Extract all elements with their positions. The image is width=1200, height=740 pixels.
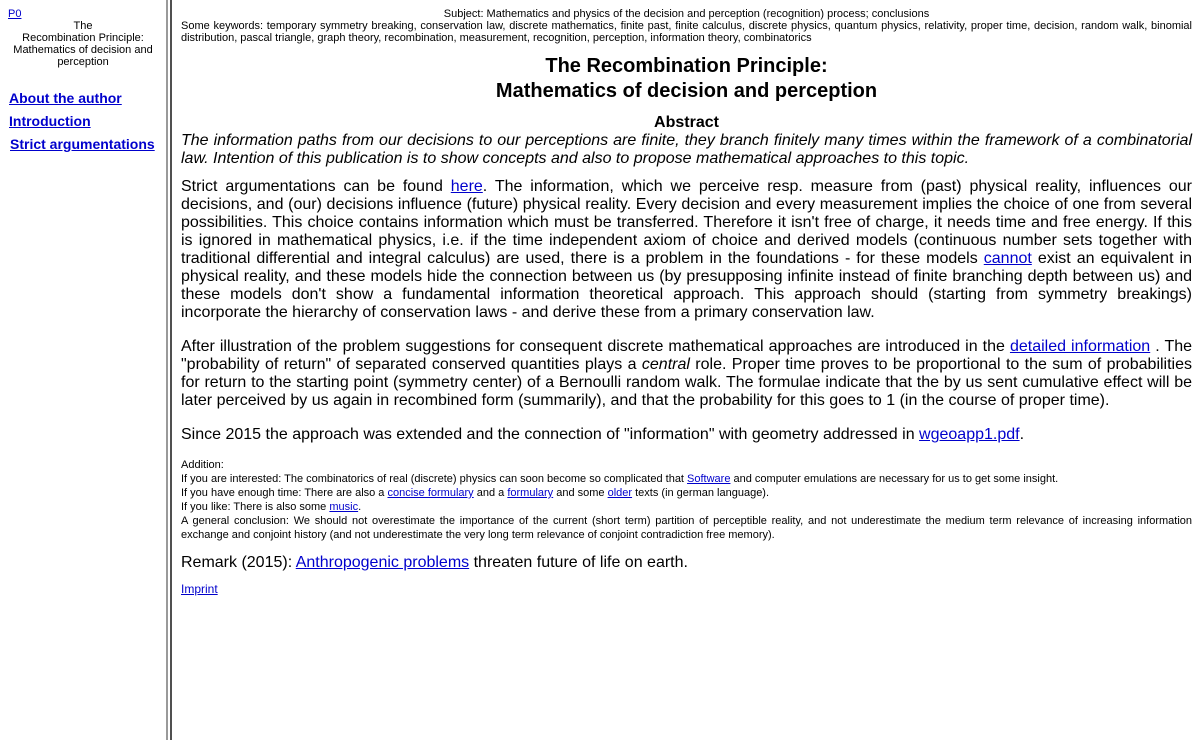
text: exist an equivalent in physical reality, and these models hide the connection between us (by presupposing infinite instead of finite branching depth between us) and these models don't show a fundamental information theoretical approach. This approach should (starting from symmetry breakings) incorporate the hierarchy of conservation laws - and derive these from a primary conservation law. [181, 250, 1192, 321]
music-link[interactable]: music [329, 501, 359, 513]
text: and some [553, 487, 608, 499]
detailed-information-link[interactable]: detailed information [1009, 338, 1151, 355]
emphasis-text: central [641, 356, 690, 373]
extension-paragraph [181, 426, 1192, 444]
nav-link-about-author[interactable]: About the author [9, 90, 122, 106]
text: After illustration of the problem suggestions for consequent discrete mathematical approaches are introduced in the [181, 338, 1010, 355]
text: and computer emulations are necessary for us to get some insight. [730, 473, 1059, 485]
text: role. Proper time proves to be proportional to the sum of probabilities for return to the starting point (symmetry center) of a Bernoulli random walk. The formulae indicate that the by us sent cumulative effect will be later perceived by us again in recombined form (summarily), and that the probability for this goes to 1 (in the course of proper time). [181, 356, 1193, 409]
nav-title-line: Recombination Principle: [22, 32, 144, 44]
abstract-heading: Abstract [654, 114, 719, 131]
cannot-link[interactable]: cannot [983, 250, 1032, 267]
older-link[interactable]: older [607, 487, 633, 499]
imprint-link[interactable]: Imprint [181, 582, 218, 596]
addition-line-software [181, 472, 1192, 486]
content-frame [181, 8, 1192, 596]
software-link[interactable]: Software [687, 473, 731, 485]
text: Since 2015 the approach was extended and the connection of "information" with geometry addressed in [181, 426, 920, 443]
addition-section [181, 458, 1192, 542]
page-title [181, 54, 1192, 104]
p0-link[interactable]: P0 [8, 8, 22, 20]
intro-paragraph [181, 178, 1192, 322]
nav-page-title [6, 20, 160, 68]
addition-conclusion: A general conclusion: We should not overestimate the importance of the current (short term) partition of perceptible reality, and not underestimate the medium term relevance of increasing information exchange and conjoint history (and not underestimate the very long term relevance of conjoint contradiction free memory). [181, 515, 1192, 541]
imprint-row [181, 582, 1192, 596]
text: Remark (2015): [181, 554, 296, 571]
remark-paragraph [181, 554, 1192, 572]
nav-link-introduction[interactable]: Introduction [9, 113, 91, 129]
here-link[interactable]: here [450, 178, 483, 195]
subject-line: Subject: Mathematics and physics of the decision and perception (recognition) process; conclusions [443, 8, 930, 20]
text: threaten future of life on earth. [469, 554, 688, 571]
text: . The "probability of return" of separated conserved quantities plays a [181, 338, 1193, 373]
frame-divider[interactable] [166, 0, 168, 740]
formulary-link[interactable]: formulary [507, 487, 554, 499]
nav-title-line: The [73, 20, 93, 32]
text: . [1019, 426, 1025, 443]
title-line-1: The Recombination Principle: [545, 55, 828, 77]
text: . [358, 501, 362, 513]
text: . The information, which we perceive resp. measure from (past) physical reality, influences our decisions, and (our) decisions influence (future) physical reality. Every decision and every measurement implies the choice of one from several possibilities. This choice contains information which must be transferred. Therefore it isn't free of charge, it needs time and free energy. If this is ignored in mathematical physics, i.e. if the time independent axiom of choice and derived models (continuous number sets together with traditional differential and integral calculus) are used, there is a problem in the foundations - for these models [181, 178, 1193, 267]
text: Strict argumentations can be found [181, 178, 451, 195]
text: If you like: There is also some [181, 501, 330, 513]
title-line-2: Mathematics of decision and perception [495, 80, 878, 102]
frame-divider-shadow [170, 0, 172, 740]
nav-link-strict-argumentations[interactable]: Strict argumentations [10, 136, 155, 152]
text: If you are interested: The combinatorics of real (discrete) physics can soon become so complicated that [181, 473, 688, 485]
nav-title-line: Mathematics of decision and [13, 44, 153, 56]
text: If you have enough time: There are also a [181, 487, 388, 499]
anthropogenic-problems-link[interactable]: Anthropogenic problems [295, 554, 470, 571]
abstract-text: The information paths from our decisions to our perceptions are finite, they branch finitely many times within the framework of a combinatorial law. Intention of this publication is to show concepts and also to propose mathematical approaches to this topic. [181, 132, 1192, 167]
keywords-line: Some keywords: temporary symmetry breaking, conservation law, discrete mathematics, finite past, finite calculus, discrete physics, quantum physics, relativity, proper time, decision, random walk, binomial distribution, pascal triangle, graph theory, recombination, measurement, recognition, perception, information theory, combinatorics [181, 20, 1192, 44]
addition-line-music [181, 500, 1192, 514]
text: and a [473, 487, 508, 499]
approach-paragraph [181, 338, 1192, 410]
nav-title-line: perception [57, 56, 109, 68]
wgeoapp1-pdf-link[interactable]: wgeoapp1.pdf [919, 426, 1020, 443]
addition-label: Addition: [181, 459, 224, 471]
navigation-frame [0, 0, 166, 740]
text: texts (in german language). [632, 487, 770, 499]
concise-formulary-link[interactable]: concise formulary [387, 487, 474, 499]
addition-line-formulary [181, 486, 1192, 500]
